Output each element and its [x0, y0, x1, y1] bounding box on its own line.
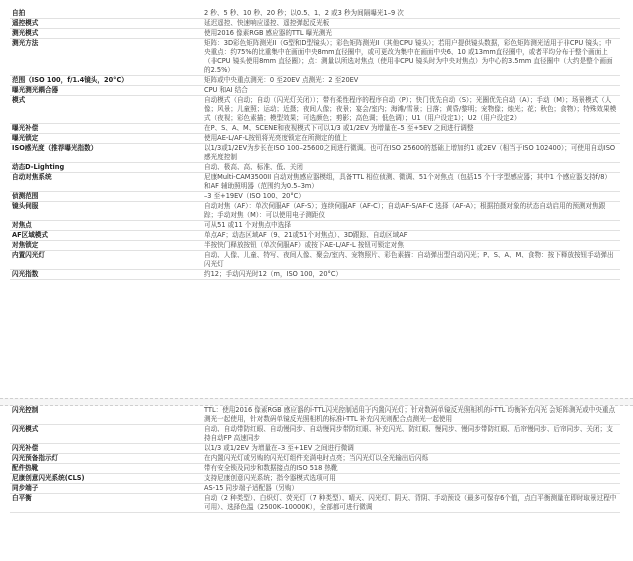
spec-value: 使用2016 像素RGB 感应器的TTL 曝光测光 — [201, 29, 620, 39]
spec-value: 单点AF；动态区域AF（9、21或51个对焦点）、3D跟踪、自动区域AF — [201, 231, 620, 241]
spec-label: 对焦锁定 — [10, 241, 201, 251]
spec-row — [10, 96, 620, 124]
spec-value: 支持尼康创意闪光系统；指令器模式选项可用 — [201, 474, 620, 484]
spec-value: 2 秒、5 秒、10 秒、20 秒；以0.5、1、2 或3 秒为间隔曝光1–9 次 — [201, 9, 620, 19]
spec-row — [10, 270, 620, 280]
section-divider — [0, 398, 633, 406]
spec-row — [10, 444, 620, 454]
spec-value: 尼康Multi-CAM3500II 自动对焦感应器模组，具备TTL 相位侦测、微调、51个对焦点（包括15 个十字型感应器；其中1 个感应器支持f/8）和AF 辅助照明器（范围约为0.5–3m） — [201, 173, 620, 192]
spec-row — [10, 39, 620, 76]
spec-row — [10, 464, 620, 474]
spec-row — [10, 144, 620, 163]
spec-label: 范围（ISO 100，f/1.4镜头，20°C） — [10, 76, 201, 86]
spec-value: 矩阵：3D彩色矩阵测光II（G型和D型镜头）；彩色矩阵测光II（其他CPU 镜头）；若用户提供镜头数据，彩色矩阵测光适用于非CPU 镜头；中央重点：约75%的比重集中在画面中央8mm直径圈中，或可更改为集中在画面中央6、10 或13mm直径圈中，或者平均分布于整个画面上（非CPU 镜头使用8mm 直径圈）；点：测量以所选对焦点（使用非CPU 镜头时为中央对焦点）为中心的3.5mm 直径圈中（大约是整个画面的2.5%） — [201, 39, 620, 76]
spec-row — [10, 163, 620, 173]
spec-value: 以1/3或1/2EV为步长在ISO 100–25600之间进行微调。也可在ISO 25600的基础上增加约1 或2EV（相当于ISO 102400）；可使用自动ISO 感光度控制 — [201, 144, 620, 163]
spec-row — [10, 406, 620, 425]
spec-row — [10, 474, 620, 484]
spec-label: 闪光控制 — [10, 406, 201, 425]
spec-label: 曝光锁定 — [10, 134, 201, 144]
spec-row — [10, 134, 620, 144]
spec-label: 对焦点 — [10, 221, 201, 231]
spec-row — [10, 494, 620, 513]
spec-row — [10, 9, 620, 19]
spec-label: 白平衡 — [10, 494, 201, 513]
spec-row — [10, 19, 620, 29]
spec-row — [10, 86, 620, 96]
spec-value: –3 至+19EV（ISO 100、20°C） — [201, 192, 620, 202]
spec-row — [10, 202, 620, 221]
spec-label: 尼康创意闪光系统(CLS) — [10, 474, 201, 484]
spec-value: 矩阵或中央重点测光：0 至20EV 点测光：2 至20EV — [201, 76, 620, 86]
spec-row — [10, 454, 620, 464]
spec-label: 曝光测光耦合器 — [10, 86, 201, 96]
spec-row — [10, 251, 620, 270]
spec-label: 测光方法 — [10, 39, 201, 76]
spec-value: 约12；手动闪光时12（m，ISO 100，20°C） — [201, 270, 620, 280]
spec-label: ISO感光度（推荐曝光指数） — [10, 144, 201, 163]
spec-row — [10, 221, 620, 231]
spec-label: AF区域模式 — [10, 231, 201, 241]
spec-row — [10, 425, 620, 444]
spec-label: 侦测范围 — [10, 192, 201, 202]
spec-label: 同步端子 — [10, 484, 201, 494]
spec-label: 内置闪光灯 — [10, 251, 201, 270]
spec-table-main — [10, 9, 620, 280]
spec-label: 闪光补偿 — [10, 444, 201, 454]
spec-label: 模式 — [10, 96, 201, 124]
spec-label: 配件热靴 — [10, 464, 201, 474]
spec-value: 带有安全锁及同步和数据接点的ISO 518 热靴 — [201, 464, 620, 474]
spec-label: 测光模式 — [10, 29, 201, 39]
spec-value: CPU 和AI 结合 — [201, 86, 620, 96]
spec-label: 闪光指数 — [10, 270, 201, 280]
spec-value: AS-15 同步端子适配器（另购） — [201, 484, 620, 494]
spec-label: 自拍 — [10, 9, 201, 19]
spec-row — [10, 173, 620, 192]
spec-value: 在内置闪光灯或另购的闪光灯组件充满电时点亮；当闪光灯以全光输出后闪烁 — [201, 454, 620, 464]
spec-label: 镜头伺服 — [10, 202, 201, 221]
spec-label: 自动对焦系统 — [10, 173, 201, 192]
spec-value: 自动、极高、高、标准、低、关闭 — [201, 163, 620, 173]
spec-label: 遥控模式 — [10, 19, 201, 29]
spec-value: 自动对焦（AF）：单次伺服AF（AF-S）；连续伺服AF（AF-C）；自动AF-S/AF-C 选择（AF-A）；根据拍摄对象的状态自动启用的预测对焦跟踪；手动对焦（M）：可以使用电子测距仪 — [201, 202, 620, 221]
spec-value: 可从51 或11 个对焦点中选择 — [201, 221, 620, 231]
spec-value: 在P、S、A、M、SCENE和夜视模式下可以1/3 或1/2EV 为增量在–5 至+5EV 之间进行调整 — [201, 124, 620, 134]
spec-row — [10, 29, 620, 39]
spec-row — [10, 484, 620, 494]
spec-label: 闪光模式 — [10, 425, 201, 444]
spec-value: 延迟遥控、快速响应遥控、遥控弹起反光板 — [201, 19, 620, 29]
spec-value: 自动、自动带防红眼、自动慢同步、自动慢同步带防红眼、补充闪光、防红眼、慢同步、慢同步带防红眼、后帘慢同步、后帘同步、关闭；支持自动FP 高速同步 — [201, 425, 620, 444]
spec-value: 以1/3 或1/2EV 为增量在–3 至+1EV 之间进行微调 — [201, 444, 620, 454]
spec-table-flash — [10, 406, 620, 513]
spec-label: 动态D-Lighting — [10, 163, 201, 173]
spec-value: 半按快门释放按钮（单次伺服AF）或按下AE-L/AF-L 按钮可锁定对焦 — [201, 241, 620, 251]
spec-row — [10, 124, 620, 134]
spec-value: TTL：使用2016 像素RGB 感应器的i-TTL闪光控制适用于内置闪光灯；针对数码单镜反光照相机的i-TTL 均衡补充闪光 会矩阵测光或中央重点测光一起使用，针对数码单镜反光照相机的标准i-TTL 补充闪光则配合点测光一起使用 — [201, 406, 620, 425]
spec-label: 闪光预备指示灯 — [10, 454, 201, 464]
spec-value: 使用AE-L/AF-L按钮将光亮度锁定在所测定的值上 — [201, 134, 620, 144]
spec-row — [10, 241, 620, 251]
spec-value: 自动模式（自动；自动（闪光灯关闭））；带有柔性程序的程序自动（P）；快门优先自动（S）；光圈优先自动（A）；手动（M）；场景模式（人像；风景；儿童照；运动；近摄；夜间人像；夜景；宴会/室内；海滩/雪景；日落；黄昏/黎明；宠物像；烛光；花；秋色；食物）；特殊效果模式（夜视；彩色素描；模型效果；可选颜色；剪影；高色调；低色调）；U1（用户设定1）；U2（用户设定2） — [201, 96, 620, 124]
spec-label: 曝光补偿 — [10, 124, 201, 134]
spec-value: 自动（2 种类型）、白炽灯、荧光灯（7 种类型）、晴天、闪光灯、阴天、背阴、手动预设（最多可保存6个值，点白平衡测量在即时取景过程中可用）、选择色温（2500K–10000K），全部都可进行微调 — [201, 494, 620, 513]
spec-row — [10, 192, 620, 202]
spec-row — [10, 231, 620, 241]
spec-row — [10, 76, 620, 86]
spec-value: 自动、人像、儿童、特写、夜间人像、聚会/室内、宠物照片、彩色素描：自动弹出型自动闪光；P、S、A、M、食物：按下释放按钮手动弹出闪光灯 — [201, 251, 620, 270]
